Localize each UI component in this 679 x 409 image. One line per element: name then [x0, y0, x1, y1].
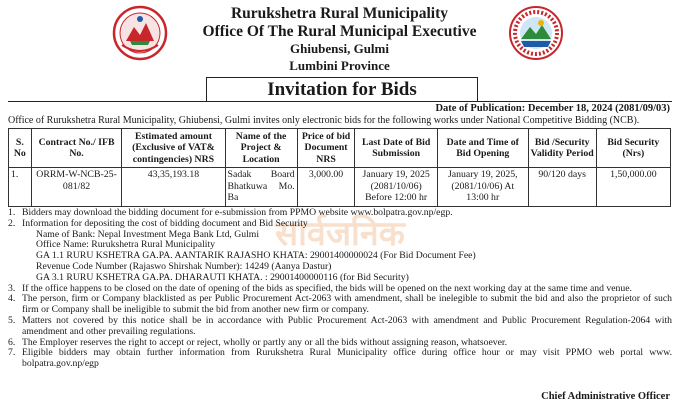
table-row	[9, 168, 671, 207]
note-text: Matters not covered by this notice shall be in accordance with Public Procurement Act-2063 with amendment and Public Procurement Regulation-2064 with amendment and other prevailing regulations.	[22, 314, 672, 337]
publication-date: Date of Publication: December 18, 2024 (2081/09/03)	[435, 103, 670, 114]
note-text: The Employer reserves the right to accept or reject, wholly or partly any or all the bids without assigning reason, whatsoever.	[22, 336, 508, 348]
cell-sno: 1.	[9, 168, 32, 207]
list-item	[8, 316, 672, 338]
col-header: Date and Time of Bid Opening	[437, 129, 528, 168]
municipality-name: Rurukshetra Rural Municipality	[230, 5, 448, 22]
cell-project: Sadak Board Bhatkuwa Mo. Ba	[225, 168, 297, 207]
signature-title: Chief Administrative Officer	[541, 391, 670, 402]
list-item	[8, 348, 672, 370]
table-header-row	[9, 129, 671, 168]
office-name: Office Of The Rural Municipal Executive	[202, 23, 477, 40]
bank-info-line: Revenue Code Number (Rajaswo Shirshak Number): 14249 (Aanya Dastur)	[36, 260, 332, 272]
col-header: Bid /Security Validity Period	[528, 129, 596, 168]
bank-info-line: Office Name: Rurukshetra Rural Municipality	[36, 239, 215, 251]
bank-info-line: Name of Bank: Nepal Investment Mega Bank Ltd, Gulmi	[36, 228, 260, 240]
note-text: If the office happens to be closed on the date of opening of the bids as specified, the bids will be opened on the next working day at the same time and venue.	[22, 282, 632, 294]
col-header: Name of the Project & Location	[225, 129, 297, 168]
list-item	[8, 219, 672, 284]
note-number: 5.	[8, 314, 16, 326]
office-location: Ghiubensi, Gulmi	[290, 41, 389, 56]
note-number: 1.	[8, 207, 16, 218]
list-item	[8, 294, 672, 316]
notes-list	[8, 208, 672, 370]
province-name: Lumbini Province	[289, 58, 390, 73]
cell-amount: 43,35,193.18	[122, 168, 225, 207]
col-header: S. No	[9, 129, 32, 168]
divider	[8, 101, 672, 102]
note-number: 2.	[8, 217, 16, 229]
note-text: Information for depositing the cost of bidding document and Bid Security	[22, 217, 308, 229]
note-text: Bidders may download the bidding document for e-submission from PPMO website www.bolpatra.gov.np/egp.	[22, 207, 453, 218]
bank-info-line: GA 3.1 RURU KSHETRA GA.PA. DHARAUTI KHATA. : 29001400000116 (for Bid Security)	[36, 271, 409, 283]
bids-table	[8, 128, 671, 207]
note-number: 7.	[8, 347, 16, 359]
col-header: Contract No./ IFB No.	[31, 129, 122, 168]
notice-title: Invitation for Bids	[206, 77, 478, 102]
col-header: Price of bid Document NRS	[297, 129, 355, 168]
cell-price: 3,000.00	[297, 168, 355, 207]
note-text: The person, firm or Company blacklisted as per Public Procurement Act-2063 with amendment, shall be inelegible to submit the bid and also the proprietor of such firm or Company shall be ineligible to submit the bid from another new firm or company.	[22, 293, 672, 316]
intro-text: Office of Rurukshetra Rural Municipality, Ghiubensi, Gulmi invites only electronic bids for the following works under National Competitive Bidding (NCB).	[8, 115, 640, 126]
note-number: 3.	[8, 282, 16, 294]
col-header: Last Date of Bid Submission	[355, 129, 437, 168]
col-header: Bid Security (Nrs)	[596, 129, 670, 168]
cell-opening: January 19, 2025, (2081/10/06) At 13:00 hr	[437, 168, 528, 207]
cell-contract: ORRM-W-NCB-25-081/82	[31, 168, 122, 207]
note-number: 6.	[8, 336, 16, 348]
bank-info-line: GA 1.1 RURU KSHETRA GA.PA. AANTARIK RAJASHO KHATA: 29001400000024 (For Bid Document Fee)	[36, 250, 476, 262]
cell-validity: 90/120 days	[528, 168, 596, 207]
cell-last-date: January 19, 2025 (2081/10/06) Before 12:00 hr	[355, 168, 437, 207]
col-header: Estimated amount (Exclusive of VAT& contingencies) NRS	[122, 129, 225, 168]
note-number: 4.	[8, 293, 16, 305]
cell-security: 1,50,000.00	[596, 168, 670, 207]
note-text: Eligible bidders may obtain further information from Rurukshetra Rural Municipality office during office hour or may visit PPMO web portal www. bolpatra.gov.np/egp	[22, 347, 672, 370]
watermark-logo: सार्वजनिक	[275, 214, 405, 254]
